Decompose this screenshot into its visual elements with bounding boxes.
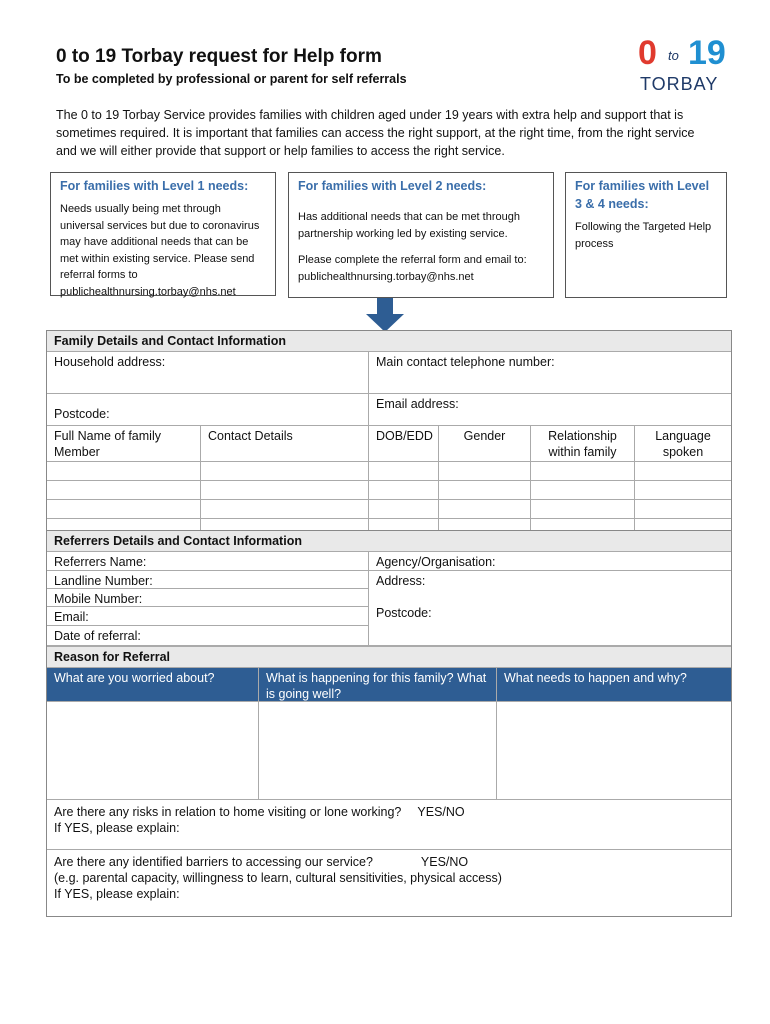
main-phone-field[interactable]	[369, 352, 731, 393]
risks-field[interactable]	[47, 800, 731, 850]
happening-field[interactable]	[259, 702, 497, 799]
form-subtitle: To be completed by professional or parent for self referrals	[56, 72, 407, 86]
level-1-box	[50, 172, 276, 296]
needs-header: What needs to happen and why?	[504, 671, 687, 685]
logo-to: to	[668, 48, 679, 63]
col-full-name: Full Name of family Member	[47, 426, 201, 461]
col-language: Language spoken	[655, 429, 711, 459]
household-address-field[interactable]	[47, 352, 369, 393]
needs-field[interactable]	[497, 702, 731, 799]
email-field[interactable]	[369, 394, 731, 425]
col-dob: DOB/EDD	[369, 426, 439, 461]
col-contact-details: Contact Details	[201, 426, 369, 461]
form-title: 0 to 19 Torbay request for Help form	[56, 46, 382, 67]
referrer-address-label: Address:	[376, 574, 426, 588]
referrer-section-title: Referrers Details and Contact Information	[47, 531, 731, 552]
barriers-explain-label: If YES, please explain:	[54, 887, 180, 901]
family-member-row[interactable]	[47, 500, 731, 519]
worried-about-field[interactable]	[47, 702, 259, 799]
household-address-label: Household address:	[54, 355, 166, 369]
barriers-field[interactable]	[47, 850, 731, 916]
logo-torbay: TORBAY	[640, 74, 719, 94]
family-details-table	[46, 330, 732, 539]
level-1-body: Needs usually being met through universal services but due to coronavirus may have additional needs that can be met within existing service. Please send referral forms to publichealthnursing.torbay@nhs.net	[60, 203, 260, 298]
referrer-email-field[interactable]: Email:	[47, 607, 368, 626]
barriers-example: (e.g. parental capacity, willingness to learn, cultural sensitivities, physical access)	[54, 871, 502, 885]
family-section-title: Family Details and Contact Information	[47, 331, 731, 352]
referrer-table	[46, 530, 732, 917]
level-2-heading: For families with Level 2 needs:	[298, 179, 487, 193]
level-2-body-1: Has additional needs that can be met through partnership working led by existing service.	[298, 211, 520, 240]
landline-field[interactable]: Landline Number:	[47, 571, 368, 589]
level-3-4-box	[565, 172, 727, 298]
referrer-address-field[interactable]	[369, 571, 731, 645]
risks-question: Are there any risks in relation to home visiting or lone working?	[54, 805, 402, 819]
logo-zero: 0	[638, 34, 657, 72]
main-phone-label: Main contact telephone number:	[376, 355, 555, 369]
col-relationship: Relationship within family	[531, 426, 635, 461]
email-label: Email address:	[376, 397, 459, 411]
level-2-body-2: Please complete the referral form and email to: publichealthnursing.torbay@nhs.net	[298, 254, 527, 283]
barriers-question: Are there any identified barriers to accessing our service?	[54, 855, 373, 869]
intro-text: The 0 to 19 Torbay Service provides families with children aged under 19 years with extra help and support that is sometimes required. It is important that families can access the right support, at the right time, from the right service and we will either provide that support or help families to access the right service.	[56, 108, 695, 158]
col-gender: Gender	[439, 426, 531, 461]
agency-field[interactable]: Agency/Organisation:	[369, 552, 731, 571]
down-arrow-icon	[364, 298, 406, 334]
happening-header: What is happening for this family? What is going well?	[259, 668, 497, 701]
torbay-logo	[636, 36, 732, 96]
level-3-4-heading: For families with Level 3 & 4 needs:	[575, 179, 710, 211]
postcode-field[interactable]	[47, 394, 369, 425]
reason-section-title: Reason for Referral	[47, 646, 731, 668]
barriers-yes-no: YES/NO	[420, 855, 469, 869]
postcode-label: Postcode:	[54, 407, 110, 421]
level-1-heading: For families with Level 1 needs:	[60, 179, 249, 193]
risks-yes-no: YES/NO	[417, 805, 465, 819]
mobile-field[interactable]: Mobile Number:	[47, 589, 368, 607]
referrer-name-field[interactable]: Referrers Name:	[47, 552, 368, 571]
referrer-postcode-label: Postcode:	[376, 606, 432, 620]
risks-explain-label: If YES, please explain:	[54, 821, 180, 835]
level-3-4-body: Following the Targeted Help process	[575, 221, 712, 250]
logo-nineteen: 19	[688, 34, 726, 72]
family-member-row[interactable]	[47, 481, 731, 500]
level-2-box	[288, 172, 554, 298]
referral-date-field[interactable]: Date of referral:	[54, 629, 141, 643]
family-member-row[interactable]	[47, 462, 731, 481]
worried-about-header: What are you worried about?	[47, 668, 259, 701]
